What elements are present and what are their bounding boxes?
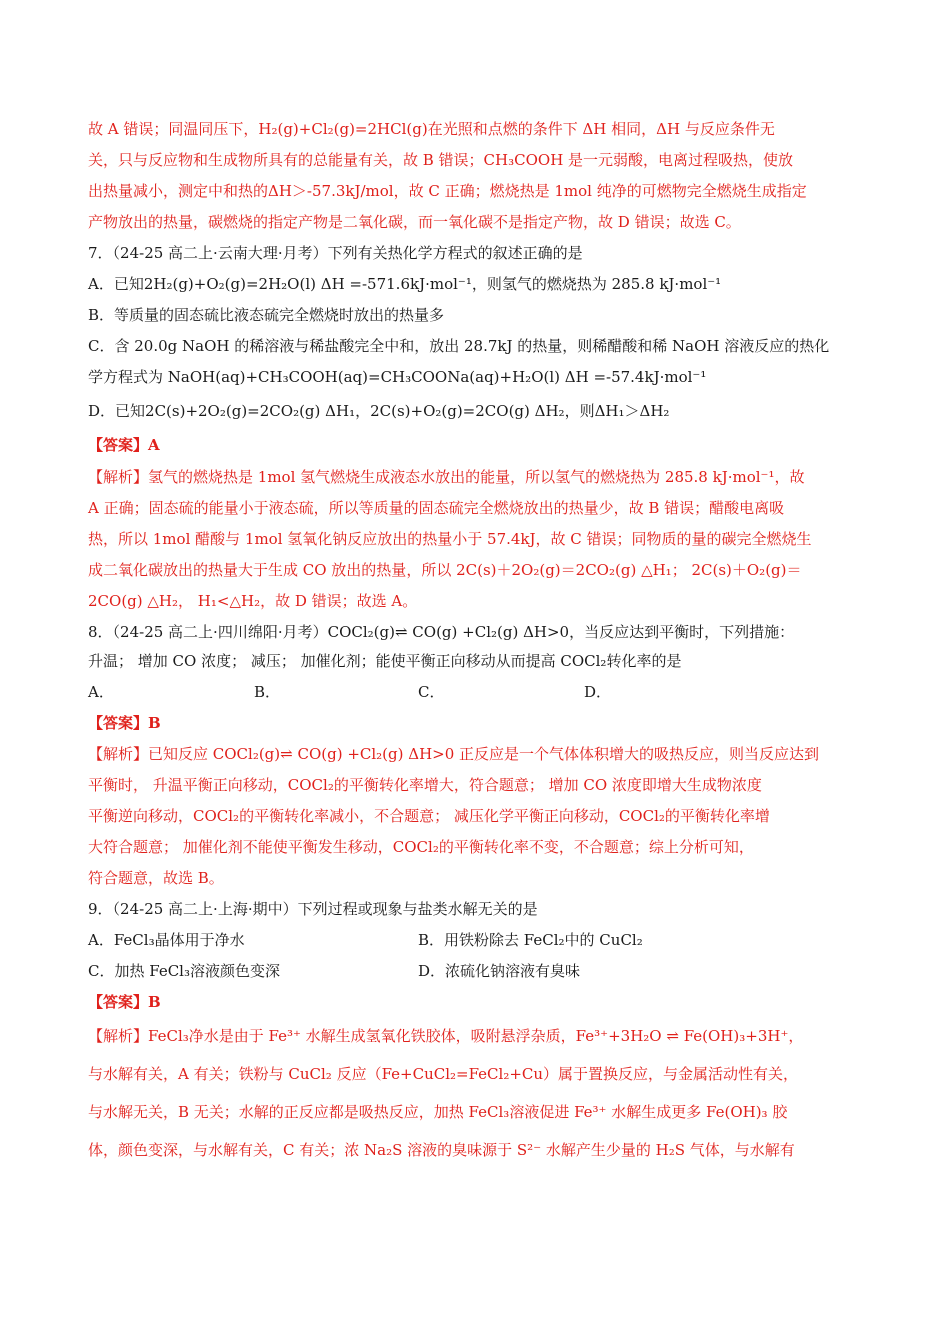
question-stem-cont: 升温； 增加 CO 浓度； 减压； 加催化剂；能使平衡正向移动从而提高 COCl₂转化率的是 bbox=[88, 652, 682, 670]
option-b: B． bbox=[254, 683, 281, 701]
analysis-line: A 正确；固态硫的能量小于液态硫，所以等质量的固态硫完全燃烧放出的热量少，故 B 错误；醋酸电离吸 bbox=[88, 499, 785, 517]
option-d: D．浓硫化钠溶液有臭味 bbox=[418, 962, 581, 980]
analysis-line: 大符合题意； 加催化剂不能使平衡发生移动，COCl₂的平衡转化率不变，不合题意；综上分析可知， bbox=[88, 838, 754, 856]
analysis-line: 产物放出的热量，碳燃烧的指定产物是二氧化碳，而一氧化碳不是指定产物，故 D 错误；故选 C。 bbox=[88, 213, 741, 231]
answer-label: 【答案】B bbox=[88, 993, 161, 1011]
analysis-line: 故 A 错误；同温同压下，H₂(g)+Cl₂(g)=2HCl(g)在光照和点燃的条件下 ΔH 相同，ΔH 与反应条件无 bbox=[88, 120, 775, 138]
analysis-line: 关，只与反应物和生成物所具有的总能量有关，故 B 错误；CH₃COOH 是一元弱酸，电离过程吸热，使放 bbox=[88, 151, 794, 169]
option-a: A． bbox=[88, 683, 114, 701]
option-d: D．已知2C(s)+2O₂(g)=2CO₂(g) ΔH₁，2C(s)+O₂(g)=2CO(g) ΔH₂，则ΔH₁＞ΔH₂ bbox=[88, 402, 670, 420]
analysis-line: 体，颜色变深，与水解有关，C 有关；浓 Na₂S 溶液的臭味源于 S²⁻ 水解产生少量的 H₂S 气体，与水解有 bbox=[88, 1141, 795, 1159]
question-stem: 7．（24-25 高二上·云南大理·月考）下列有关热化学方程式的叙述正确的是 bbox=[88, 244, 583, 262]
analysis-line: 2CO(g) △H₂， H₁<△H₂，故 D 错误；故选 A。 bbox=[88, 592, 418, 610]
analysis-line: 出热量减小，测定中和热的ΔH＞-57.3kJ/mol，故 C 正确；燃烧热是 1mol 纯净的可燃物完全燃烧生成指定 bbox=[88, 182, 807, 200]
analysis-line: 成二氧化碳放出的热量大于生成 CO 放出的热量，所以 2C(s)＋2O₂(g)＝2CO₂(g) △H₁； 2C(s)＋O₂(g)＝ bbox=[88, 561, 802, 579]
question-8 bbox=[88, 621, 868, 889]
options-row bbox=[88, 681, 868, 703]
option-c-cont: 学方程式为 NaOH(aq)+CH₃COOH(aq)=CH₃COONa(aq)+H₂O(l) ΔH =-57.4kJ·mol⁻¹ bbox=[88, 368, 707, 386]
document-page bbox=[88, 112, 868, 1161]
analysis-line: 【解析】氢气的燃烧热是 1mol 氢气燃烧生成液态水放出的能量，所以氢气的燃烧热为 285.8 kJ·mol⁻¹，故 bbox=[88, 468, 805, 486]
question-9 bbox=[88, 898, 868, 1161]
option-a: A．已知2H₂(g)+O₂(g)=2H₂O(l) ΔH =-571.6kJ·mol⁻¹，则氢气的燃烧热为 285.8 kJ·mol⁻¹ bbox=[88, 275, 722, 293]
analysis-line: 平衡逆向移动，COCl₂的平衡转化率减小，不合题意； 减压化学平衡正向移动，COCl₂的平衡转化率增 bbox=[88, 807, 770, 825]
options-row bbox=[88, 929, 868, 951]
option-b: B．等质量的固态硫比液态硫完全燃烧时放出的热量多 bbox=[88, 306, 445, 324]
analysis-line: 与水解有关，A 有关；铁粉与 CuCl₂ 反应（Fe+CuCl₂=FeCl₂+Cu）属于置换反应，与金属活动性有关， bbox=[88, 1065, 799, 1083]
answer-label: 【答案】B bbox=[88, 714, 161, 732]
answer-label: 【答案】A bbox=[88, 436, 160, 454]
option-a: A．FeCl₃晶体用于净水 bbox=[88, 931, 245, 949]
analysis-line: 【解析】FeCl₃净水是由于 Fe³⁺ 水解生成氢氧化铁胶体，吸附悬浮杂质，Fe³⁺+3H₂O ⇌ Fe(OH)₃+3H⁺， bbox=[88, 1027, 804, 1045]
analysis-line: 与水解无关，B 无关；水解的正反应都是吸热反应，加热 FeCl₃溶液促进 Fe³⁺ 水解生成更多 Fe(OH)₃ 胶 bbox=[88, 1103, 788, 1121]
analysis-line: 平衡时， 升温平衡正向移动，COCl₂的平衡转化率增大，符合题意； 增加 CO 浓度即增大生成物浓度 bbox=[88, 776, 762, 794]
analysis-line: 符合题意，故选 B。 bbox=[88, 869, 224, 887]
option-c: C．加热 FeCl₃溶液颜色变深 bbox=[88, 962, 280, 980]
question-stem: 8．（24-25 高二上·四川绵阳·月考）COCl₂(g)⇌ CO(g) +Cl₂(g) ΔH>0，当反应达到平衡时，下列措施： bbox=[88, 623, 795, 641]
analysis-line: 【解析】已知反应 COCl₂(g)⇌ CO(g) +Cl₂(g) ΔH>0 正反应是一个气体体积增大的吸热反应，则当反应达到 bbox=[88, 745, 820, 763]
analysis-line: 热，所以 1mol 醋酸与 1mol 氢氧化钠反应放出的热量小于 57.4kJ，故 C 错误；同物质的量的碳完全燃烧生 bbox=[88, 530, 812, 548]
option-b: B．用铁粉除去 FeCl₂中的 CuCl₂ bbox=[418, 931, 643, 949]
previous-analysis-block bbox=[88, 118, 868, 233]
question-7 bbox=[88, 242, 868, 612]
options-row bbox=[88, 960, 868, 982]
question-stem: 9．（24-25 高二上·上海·期中）下列过程或现象与盐类水解无关的是 bbox=[88, 900, 538, 918]
option-c: C． bbox=[418, 683, 445, 701]
option-d: D． bbox=[584, 683, 612, 701]
option-c: C．含 20.0g NaOH 的稀溶液与稀盐酸完全中和，放出 28.7kJ 的热量，则稀醋酸和稀 NaOH 溶液反应的热化 bbox=[88, 337, 830, 355]
